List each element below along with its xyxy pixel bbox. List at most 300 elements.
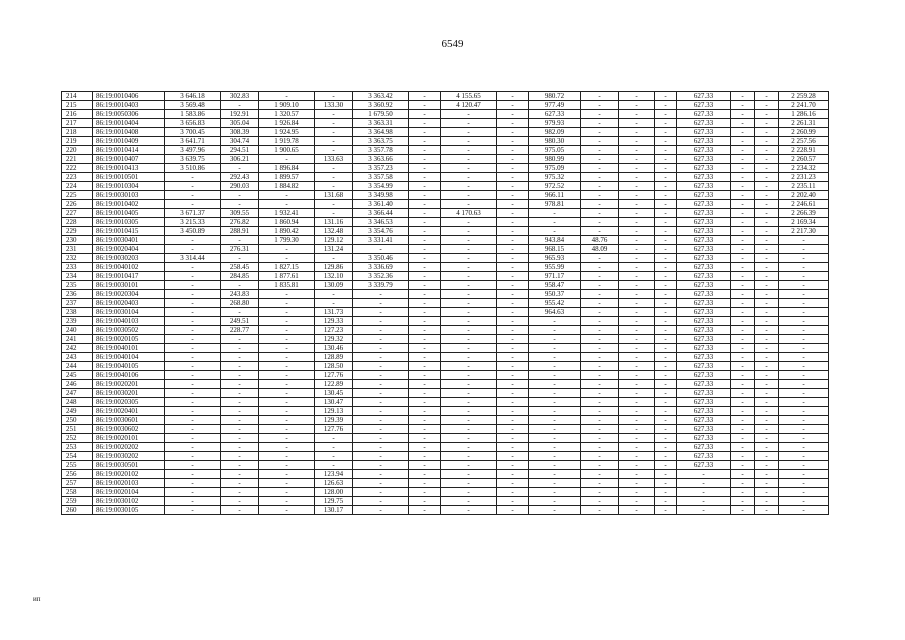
value-cell: 627.33: [677, 236, 731, 245]
value-cell: -: [497, 218, 529, 227]
value-cell: -: [581, 407, 619, 416]
value-cell: -: [655, 227, 677, 236]
value-cell: 130.17: [315, 506, 353, 515]
value-cell: -: [409, 245, 441, 254]
value-cell: -: [441, 173, 497, 182]
value-cell: -: [409, 344, 441, 353]
value-cell: -: [755, 317, 779, 326]
value-cell: 3 361.40: [353, 200, 409, 209]
value-cell: 979.93: [529, 119, 581, 128]
table-row: [62, 452, 829, 461]
value-cell: -: [441, 254, 497, 263]
value-cell: -: [353, 362, 409, 371]
value-cell: -: [779, 299, 829, 308]
table-row: [62, 272, 829, 281]
value-cell: -: [779, 443, 829, 452]
value-cell: -: [315, 461, 353, 470]
value-cell: -: [619, 371, 655, 380]
row-number-cell: 223: [62, 173, 93, 182]
value-cell: -: [259, 254, 315, 263]
value-cell: -: [497, 479, 529, 488]
value-cell: 627.33: [677, 452, 731, 461]
value-cell: -: [353, 308, 409, 317]
value-cell: 965.93: [529, 254, 581, 263]
value-cell: -: [755, 389, 779, 398]
value-cell: -: [755, 128, 779, 137]
value-cell: 284.85: [221, 272, 259, 281]
row-number-cell: 259: [62, 497, 93, 506]
value-cell: -: [165, 299, 221, 308]
value-cell: -: [755, 137, 779, 146]
value-cell: -: [259, 326, 315, 335]
value-cell: -: [581, 92, 619, 101]
value-cell: -: [441, 317, 497, 326]
value-cell: 2 235.11: [779, 182, 829, 191]
value-cell: -: [497, 119, 529, 128]
value-cell: -: [409, 227, 441, 236]
value-cell: 627.33: [529, 110, 581, 119]
row-number-cell: 235: [62, 281, 93, 290]
value-cell: -: [731, 92, 755, 101]
value-cell: -: [409, 200, 441, 209]
value-cell: -: [259, 452, 315, 461]
value-cell: -: [655, 236, 677, 245]
value-cell: -: [619, 110, 655, 119]
value-cell: -: [677, 488, 731, 497]
cadastral-number-cell: 86:19:0010304: [93, 182, 165, 191]
value-cell: -: [353, 317, 409, 326]
value-cell: 2 202.40: [779, 191, 829, 200]
value-cell: -: [221, 443, 259, 452]
value-cell: -: [779, 488, 829, 497]
value-cell: -: [409, 119, 441, 128]
value-cell: -: [655, 281, 677, 290]
value-cell: 3 510.86: [165, 164, 221, 173]
value-cell: -: [731, 164, 755, 173]
value-cell: -: [619, 416, 655, 425]
table-row: [62, 371, 829, 380]
value-cell: -: [655, 434, 677, 443]
value-cell: -: [581, 488, 619, 497]
value-cell: 2 169.34: [779, 218, 829, 227]
value-cell: -: [441, 272, 497, 281]
cadastral-number-cell: 86:19:0040104: [93, 353, 165, 362]
value-cell: -: [441, 434, 497, 443]
value-cell: -: [441, 443, 497, 452]
row-number-cell: 232: [62, 254, 93, 263]
value-cell: -: [655, 272, 677, 281]
value-cell: -: [259, 299, 315, 308]
value-cell: 972.52: [529, 182, 581, 191]
value-cell: -: [581, 452, 619, 461]
value-cell: -: [581, 119, 619, 128]
value-cell: -: [755, 407, 779, 416]
value-cell: 133.30: [315, 101, 353, 110]
value-cell: -: [221, 434, 259, 443]
value-cell: -: [731, 308, 755, 317]
value-cell: -: [755, 443, 779, 452]
value-cell: -: [441, 245, 497, 254]
value-cell: -: [165, 380, 221, 389]
row-number-cell: 217: [62, 119, 93, 128]
row-number-cell: 222: [62, 164, 93, 173]
value-cell: -: [755, 353, 779, 362]
value-cell: -: [655, 488, 677, 497]
value-cell: -: [755, 110, 779, 119]
value-cell: -: [221, 416, 259, 425]
row-number-cell: 244: [62, 362, 93, 371]
value-cell: -: [497, 155, 529, 164]
value-cell: -: [619, 326, 655, 335]
value-cell: -: [731, 182, 755, 191]
value-cell: -: [779, 461, 829, 470]
value-cell: -: [221, 461, 259, 470]
value-cell: -: [221, 335, 259, 344]
table-row: [62, 470, 829, 479]
value-cell: -: [529, 209, 581, 218]
value-cell: 627.33: [677, 317, 731, 326]
value-cell: -: [353, 335, 409, 344]
value-cell: -: [409, 209, 441, 218]
row-number-cell: 242: [62, 344, 93, 353]
value-cell: 627.33: [677, 434, 731, 443]
value-cell: -: [221, 191, 259, 200]
value-cell: -: [755, 218, 779, 227]
data-table: [61, 91, 829, 515]
value-cell: 966.11: [529, 191, 581, 200]
value-cell: 627.33: [677, 389, 731, 398]
value-cell: -: [497, 380, 529, 389]
value-cell: -: [581, 101, 619, 110]
cadastral-number-cell: 86:19:0010406: [93, 92, 165, 101]
value-cell: -: [441, 182, 497, 191]
value-cell: -: [529, 362, 581, 371]
value-cell: -: [619, 434, 655, 443]
value-cell: -: [731, 137, 755, 146]
cadastral-number-cell: 86:19:0010415: [93, 227, 165, 236]
value-cell: -: [441, 263, 497, 272]
value-cell: -: [409, 101, 441, 110]
value-cell: -: [655, 416, 677, 425]
value-cell: -: [353, 371, 409, 380]
value-cell: -: [755, 191, 779, 200]
value-cell: -: [441, 110, 497, 119]
row-number-cell: 240: [62, 326, 93, 335]
value-cell: 627.33: [677, 218, 731, 227]
table-row: [62, 308, 829, 317]
value-cell: -: [221, 101, 259, 110]
value-cell: -: [221, 470, 259, 479]
value-cell: -: [581, 182, 619, 191]
value-cell: -: [409, 326, 441, 335]
value-cell: -: [731, 245, 755, 254]
value-cell: 2 266.39: [779, 209, 829, 218]
value-cell: -: [619, 245, 655, 254]
row-number-cell: 243: [62, 353, 93, 362]
value-cell: 129.13: [315, 407, 353, 416]
value-cell: -: [581, 254, 619, 263]
value-cell: -: [655, 191, 677, 200]
value-cell: 627.33: [677, 110, 731, 119]
value-cell: 1 909.10: [259, 101, 315, 110]
row-number-cell: 219: [62, 137, 93, 146]
value-cell: -: [779, 308, 829, 317]
value-cell: 627.33: [677, 254, 731, 263]
cadastral-number-cell: 86:19:0010408: [93, 128, 165, 137]
table-row: [62, 209, 829, 218]
value-cell: -: [655, 353, 677, 362]
cadastral-number-cell: 86:19:0020105: [93, 335, 165, 344]
value-cell: -: [497, 443, 529, 452]
cadastral-number-cell: 86:19:0030104: [93, 308, 165, 317]
value-cell: -: [165, 200, 221, 209]
value-cell: 1 583.86: [165, 110, 221, 119]
value-cell: 3 700.45: [165, 128, 221, 137]
value-cell: -: [441, 380, 497, 389]
value-cell: 2 246.61: [779, 200, 829, 209]
value-cell: -: [755, 326, 779, 335]
value-cell: -: [755, 470, 779, 479]
value-cell: -: [581, 317, 619, 326]
value-cell: -: [731, 362, 755, 371]
value-cell: -: [655, 254, 677, 263]
value-cell: -: [655, 182, 677, 191]
value-cell: -: [497, 191, 529, 200]
value-cell: -: [441, 164, 497, 173]
value-cell: -: [409, 443, 441, 452]
value-cell: -: [779, 425, 829, 434]
value-cell: 123.94: [315, 470, 353, 479]
value-cell: 127.23: [315, 326, 353, 335]
value-cell: -: [497, 335, 529, 344]
value-cell: 288.91: [221, 227, 259, 236]
value-cell: 627.33: [677, 443, 731, 452]
value-cell: -: [259, 479, 315, 488]
value-cell: -: [315, 164, 353, 173]
value-cell: 3 360.92: [353, 101, 409, 110]
value-cell: 3 639.75: [165, 155, 221, 164]
value-cell: -: [731, 119, 755, 128]
value-cell: -: [409, 236, 441, 245]
value-cell: -: [497, 434, 529, 443]
value-cell: -: [731, 155, 755, 164]
value-cell: -: [619, 443, 655, 452]
value-cell: -: [619, 308, 655, 317]
value-cell: -: [259, 434, 315, 443]
value-cell: -: [221, 398, 259, 407]
value-cell: -: [259, 488, 315, 497]
value-cell: 627.33: [677, 119, 731, 128]
value-cell: -: [731, 218, 755, 227]
value-cell: -: [529, 371, 581, 380]
table-row: [62, 479, 829, 488]
value-cell: -: [731, 407, 755, 416]
value-cell: -: [755, 245, 779, 254]
value-cell: -: [315, 128, 353, 137]
value-cell: -: [731, 326, 755, 335]
value-cell: -: [259, 155, 315, 164]
value-cell: 127.76: [315, 371, 353, 380]
value-cell: -: [353, 380, 409, 389]
row-number-cell: 224: [62, 182, 93, 191]
value-cell: 964.63: [529, 308, 581, 317]
value-cell: 1 926.84: [259, 119, 315, 128]
table-row: [62, 92, 829, 101]
value-cell: -: [529, 497, 581, 506]
value-cell: 3 671.37: [165, 209, 221, 218]
value-cell: -: [315, 443, 353, 452]
value-cell: -: [529, 380, 581, 389]
value-cell: -: [165, 308, 221, 317]
value-cell: -: [315, 110, 353, 119]
value-cell: 3 363.66: [353, 155, 409, 164]
value-cell: -: [731, 506, 755, 515]
row-number-cell: 260: [62, 506, 93, 515]
value-cell: 3 354.76: [353, 227, 409, 236]
value-cell: 980.99: [529, 155, 581, 164]
value-cell: 955.42: [529, 299, 581, 308]
value-cell: -: [655, 506, 677, 515]
value-cell: -: [165, 506, 221, 515]
value-cell: -: [409, 407, 441, 416]
value-cell: -: [779, 506, 829, 515]
value-cell: -: [529, 389, 581, 398]
value-cell: -: [259, 416, 315, 425]
value-cell: 627.33: [677, 137, 731, 146]
cadastral-number-cell: 86:19:0020403: [93, 299, 165, 308]
value-cell: -: [731, 443, 755, 452]
value-cell: -: [619, 137, 655, 146]
value-cell: 1 924.95: [259, 128, 315, 137]
table-row: [62, 362, 829, 371]
value-cell: 2 257.56: [779, 137, 829, 146]
value-cell: -: [731, 470, 755, 479]
value-cell: -: [409, 191, 441, 200]
value-cell: -: [779, 245, 829, 254]
row-number-cell: 227: [62, 209, 93, 218]
value-cell: -: [353, 326, 409, 335]
value-cell: 2 228.91: [779, 146, 829, 155]
value-cell: -: [409, 461, 441, 470]
value-cell: -: [409, 155, 441, 164]
value-cell: -: [731, 263, 755, 272]
value-cell: -: [409, 398, 441, 407]
table-row: [62, 119, 829, 128]
value-cell: 122.89: [315, 380, 353, 389]
table-row: [62, 182, 829, 191]
value-cell: 627.33: [677, 272, 731, 281]
value-cell: 3 354.99: [353, 182, 409, 191]
value-cell: 243.83: [221, 290, 259, 299]
value-cell: -: [731, 200, 755, 209]
value-cell: -: [221, 281, 259, 290]
value-cell: 627.33: [677, 362, 731, 371]
value-cell: -: [619, 200, 655, 209]
value-cell: -: [655, 335, 677, 344]
table-row: [62, 146, 829, 155]
value-cell: -: [581, 227, 619, 236]
value-cell: 2 241.70: [779, 101, 829, 110]
value-cell: 955.99: [529, 263, 581, 272]
value-cell: 627.33: [677, 344, 731, 353]
value-cell: 1 860.94: [259, 218, 315, 227]
value-cell: -: [221, 236, 259, 245]
value-cell: -: [529, 227, 581, 236]
cadastral-number-cell: 86:19:0010305: [93, 218, 165, 227]
value-cell: -: [581, 425, 619, 434]
value-cell: 268.80: [221, 299, 259, 308]
value-cell: 128.89: [315, 353, 353, 362]
cadastral-number-cell: 86:19:0030601: [93, 416, 165, 425]
value-cell: -: [755, 281, 779, 290]
value-cell: 129.33: [315, 317, 353, 326]
value-cell: -: [619, 281, 655, 290]
row-number-cell: 233: [62, 263, 93, 272]
value-cell: -: [655, 452, 677, 461]
value-cell: -: [259, 92, 315, 101]
value-cell: -: [655, 209, 677, 218]
value-cell: -: [259, 191, 315, 200]
value-cell: -: [529, 434, 581, 443]
cadastral-number-cell: 86:19:0040105: [93, 362, 165, 371]
value-cell: -: [755, 101, 779, 110]
value-cell: -: [165, 416, 221, 425]
value-cell: -: [731, 335, 755, 344]
value-cell: -: [619, 236, 655, 245]
value-cell: 48.76: [581, 236, 619, 245]
table-row: [62, 218, 829, 227]
table-row: [62, 299, 829, 308]
value-cell: -: [441, 236, 497, 245]
value-cell: -: [755, 119, 779, 128]
value-cell: 4 120.47: [441, 101, 497, 110]
value-cell: -: [755, 308, 779, 317]
cadastral-number-cell: 86:19:0010413: [93, 164, 165, 173]
value-cell: -: [441, 389, 497, 398]
value-cell: -: [497, 245, 529, 254]
value-cell: -: [497, 110, 529, 119]
value-cell: -: [677, 506, 731, 515]
value-cell: -: [779, 335, 829, 344]
value-cell: -: [497, 362, 529, 371]
cadastral-number-cell: 86:19:0020401: [93, 407, 165, 416]
value-cell: -: [165, 272, 221, 281]
table-row: [62, 191, 829, 200]
value-cell: -: [655, 173, 677, 182]
value-cell: -: [353, 488, 409, 497]
value-cell: 3 363.75: [353, 137, 409, 146]
value-cell: -: [581, 191, 619, 200]
value-cell: -: [409, 92, 441, 101]
value-cell: -: [779, 416, 829, 425]
value-cell: -: [409, 335, 441, 344]
value-cell: -: [755, 461, 779, 470]
value-cell: -: [581, 416, 619, 425]
value-cell: -: [315, 173, 353, 182]
value-cell: -: [221, 362, 259, 371]
value-cell: -: [441, 191, 497, 200]
value-cell: -: [409, 218, 441, 227]
value-cell: -: [529, 407, 581, 416]
value-cell: -: [529, 218, 581, 227]
value-cell: 129.12: [315, 236, 353, 245]
value-cell: 130.09: [315, 281, 353, 290]
value-cell: -: [497, 263, 529, 272]
value-cell: -: [655, 155, 677, 164]
value-cell: 3 646.18: [165, 92, 221, 101]
value-cell: -: [779, 470, 829, 479]
value-cell: 1 932.41: [259, 209, 315, 218]
